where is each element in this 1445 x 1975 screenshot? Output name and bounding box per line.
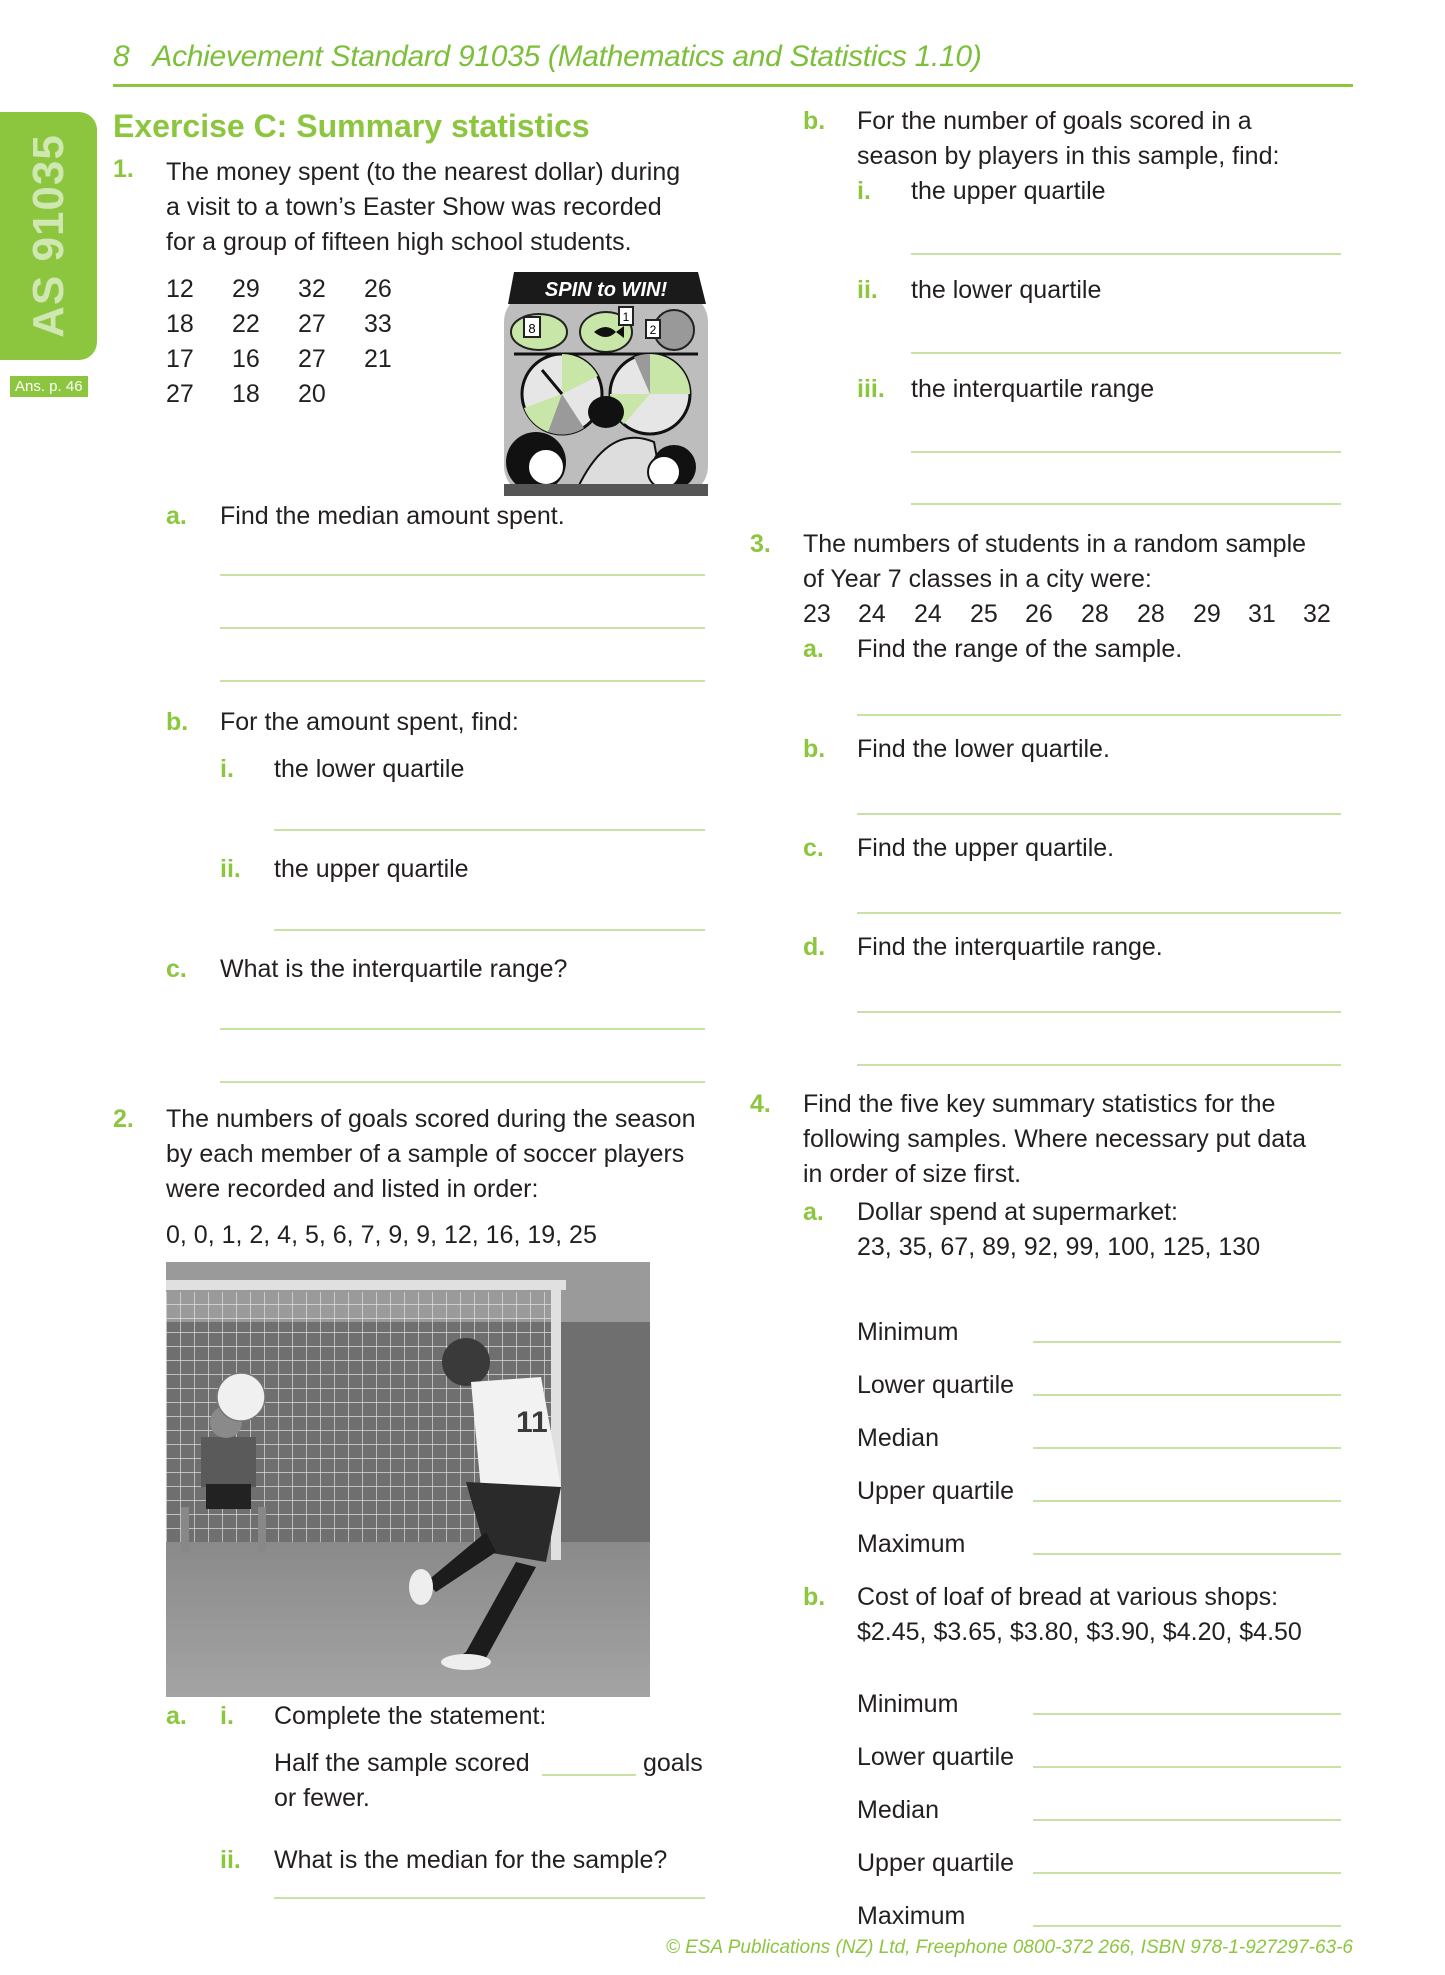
q4a-upper-quartile-label: Upper quartile [857, 1477, 1015, 1505]
q3c-label: c. [803, 834, 824, 862]
q4a-text: Dollar spend at supermarket: [857, 1198, 1178, 1226]
q1b-text: For the amount spent, find: [220, 708, 519, 736]
q2-data: 0, 0, 1, 2, 4, 5, 6, 7, 9, 9, 12, 16, 19, 25 [166, 1221, 597, 1249]
q4-number: 4. [750, 1090, 771, 1118]
answer-line[interactable] [911, 253, 1341, 255]
q2b-i-label: i. [857, 177, 871, 205]
q4b-maximum-label: Maximum [857, 1902, 966, 1930]
q1-text-line: The money spent (to the nearest dollar) during [166, 158, 681, 186]
q2b-text-line: For the number of goals scored in a [857, 107, 1252, 135]
answer-line[interactable] [911, 352, 1341, 354]
q2-text-line: by each member of a sample of soccer players [166, 1140, 685, 1168]
data-value: 29 [1193, 600, 1221, 628]
q2b-ii-text: the lower quartile [911, 276, 1102, 304]
answer-line[interactable] [220, 1081, 705, 1083]
q4a-minimum-answer[interactable] [1033, 1341, 1341, 1343]
data-value: 32 [1303, 600, 1331, 628]
answer-line[interactable] [857, 1011, 1341, 1013]
q4b-text: Cost of loaf of bread at various shops: [857, 1583, 1279, 1611]
data-value: 25 [970, 600, 998, 628]
answer-line[interactable] [274, 1897, 705, 1899]
q3a-label: a. [803, 635, 824, 663]
header-title: Achievement Standard 91035 (Mathematics and Statistics 1.10) [152, 40, 982, 73]
answer-line[interactable] [220, 1028, 705, 1030]
answer-line[interactable] [857, 912, 1341, 914]
q3a-text: Find the range of the sample. [857, 635, 1183, 663]
q2a-i-label: i. [220, 1702, 234, 1730]
q2a-statement-unit: goals [643, 1749, 703, 1777]
q3d-label: d. [803, 933, 826, 961]
data-cell: 26 [364, 275, 392, 303]
q2a-ii-label: ii. [220, 1846, 241, 1874]
q3-text [803, 527, 1306, 597]
answer-line[interactable] [911, 451, 1341, 453]
q2b-text [857, 104, 1279, 174]
data-value: 23 [803, 600, 831, 628]
q4b-upper-quartile-answer[interactable] [1033, 1872, 1341, 1874]
q4a-upper-quartile-answer[interactable] [1033, 1500, 1341, 1502]
q4b-median-answer[interactable] [1033, 1819, 1341, 1821]
q1b-ii-label: ii. [220, 855, 241, 883]
data-cell: 29 [232, 275, 260, 303]
q3d-text: Find the interquartile range. [857, 933, 1163, 961]
q4b-maximum-answer[interactable] [1033, 1925, 1341, 1927]
svg-text:8: 8 [528, 321, 536, 336]
data-value: 24 [914, 600, 942, 628]
page-header [113, 40, 982, 74]
q4-text [803, 1087, 1306, 1192]
q3c-text: Find the upper quartile. [857, 834, 1115, 862]
q2a-ii-text: What is the median for the sample? [274, 1846, 668, 1874]
q4-text-line: following samples. Where necessary put data [803, 1125, 1307, 1153]
q3-number: 3. [750, 530, 771, 558]
q2b-ii-label: ii. [857, 276, 878, 304]
q3b-label: b. [803, 735, 826, 763]
data-cell: 12 [166, 275, 194, 303]
header-divider [113, 84, 1353, 87]
q1-text-line: a visit to a town’s Easter Show was recorded [166, 193, 662, 221]
q4b-lower-quartile-answer[interactable] [1033, 1766, 1341, 1768]
q2b-i-text: the upper quartile [911, 177, 1106, 205]
q4b-lower-quartile-label: Lower quartile [857, 1743, 1015, 1771]
data-value: 26 [1025, 600, 1053, 628]
answer-line[interactable] [274, 829, 705, 831]
q1-number: 1. [113, 155, 134, 183]
q2a-label: a. [166, 1702, 187, 1730]
q4-text-line: in order of size first. [803, 1160, 1022, 1188]
data-value: 28 [1081, 600, 1109, 628]
data-cell: 32 [298, 275, 326, 303]
q1b-label: b. [166, 708, 189, 736]
q3-text-line: of Year 7 classes in a city were: [803, 565, 1152, 593]
q4a-lower-quartile-label: Lower quartile [857, 1371, 1015, 1399]
q4a-lower-quartile-answer[interactable] [1033, 1394, 1341, 1396]
answers-page-badge: Ans. p. 46 [10, 376, 88, 397]
q3-data [803, 597, 1343, 632]
q2-text-line: The numbers of goals scored during the season [166, 1105, 696, 1133]
q4a-label: a. [803, 1198, 824, 1226]
q4b-data: $2.45, $3.65, $3.80, $3.90, $4.20, $4.50 [857, 1618, 1302, 1646]
q2a-statement-start: Half the sample scored [274, 1749, 530, 1777]
copyright-footer: © ESA Publications (NZ) Ltd, Freephone 0800-372 266, ISBN 978-1-927297-63-6 [665, 1937, 1353, 1958]
q4a-median-label: Median [857, 1424, 939, 1452]
data-cell: 27 [166, 380, 194, 408]
q4a-maximum-label: Maximum [857, 1530, 966, 1558]
data-value: 28 [1137, 600, 1165, 628]
exercise-title: Exercise C: Summary statistics [113, 108, 590, 144]
q1b-ii-text: the upper quartile [274, 855, 469, 883]
answer-line[interactable] [274, 929, 705, 931]
fill-in-blank[interactable] [542, 1774, 636, 1776]
q4b-minimum-answer[interactable] [1033, 1713, 1341, 1715]
q1a-text: Find the median amount spent. [220, 502, 565, 530]
q2b-iii-label: iii. [857, 375, 885, 403]
q2a-statement-end: or fewer. [274, 1784, 370, 1812]
q1-data-table [166, 272, 430, 412]
q4a-median-answer[interactable] [1033, 1447, 1341, 1449]
answer-line[interactable] [220, 574, 705, 576]
q2a-i-text: Complete the statement: [274, 1702, 547, 1730]
q3b-text: Find the lower quartile. [857, 735, 1110, 763]
answer-line[interactable] [857, 1064, 1341, 1066]
q4a-maximum-answer[interactable] [1033, 1553, 1341, 1555]
q2b-label: b. [803, 107, 826, 135]
answer-line[interactable] [220, 627, 705, 629]
svg-text:1: 1 [622, 310, 630, 324]
side-tab-label: AS 91035 [23, 134, 73, 338]
data-value: 31 [1248, 600, 1276, 628]
q4a-minimum-label: Minimum [857, 1318, 959, 1346]
q1b-i-label: i. [220, 755, 234, 783]
q1c-text: What is the interquartile range? [220, 955, 568, 983]
q2-text-line: were recorded and listed in order: [166, 1175, 539, 1203]
answer-line[interactable] [911, 503, 1341, 505]
data-cell: 27 [298, 345, 326, 373]
data-cell: 18 [232, 380, 260, 408]
q4a-data: 23, 35, 67, 89, 92, 99, 100, 125, 130 [857, 1233, 1261, 1261]
q2b-iii-text: the interquartile range [911, 375, 1155, 403]
q4b-upper-quartile-label: Upper quartile [857, 1849, 1015, 1877]
data-cell: 17 [166, 345, 194, 373]
data-cell [364, 377, 430, 412]
svg-text:2: 2 [649, 323, 657, 337]
q2b-text-line: season by players in this sample, find: [857, 142, 1280, 170]
q2-number: 2. [113, 1105, 134, 1133]
answer-line[interactable] [857, 813, 1341, 815]
data-cell: 22 [232, 310, 260, 338]
data-cell: 27 [298, 310, 326, 338]
data-cell: 21 [364, 345, 392, 373]
q4-text-line: Find the five key summary statistics for the [803, 1090, 1276, 1118]
soccer-photo [166, 1262, 650, 1697]
svg-text:11: 11 [516, 1406, 548, 1439]
answer-line[interactable] [857, 714, 1341, 716]
spin-sign-text: SPIN to WIN! [544, 279, 668, 301]
standard-side-tab [0, 112, 97, 360]
q4b-label: b. [803, 1583, 826, 1611]
data-value: 24 [858, 600, 886, 628]
q2-text [166, 1102, 695, 1207]
q3-text-line: The numbers of students in a random sample [803, 530, 1307, 558]
spin-to-win-illustration [494, 262, 718, 496]
data-cell: 20 [298, 380, 326, 408]
page-number: 8 [113, 40, 130, 73]
q4b-median-label: Median [857, 1796, 939, 1824]
q1c-label: c. [166, 955, 187, 983]
q4b-minimum-label: Minimum [857, 1690, 959, 1718]
answer-line[interactable] [220, 680, 705, 682]
data-cell: 16 [232, 345, 260, 373]
data-cell: 18 [166, 310, 194, 338]
q1-text-line: for a group of fifteen high school students. [166, 228, 632, 256]
q1b-i-text: the lower quartile [274, 755, 465, 783]
q1-text [166, 155, 680, 260]
data-cell: 33 [364, 310, 392, 338]
q1a-label: a. [166, 502, 187, 530]
